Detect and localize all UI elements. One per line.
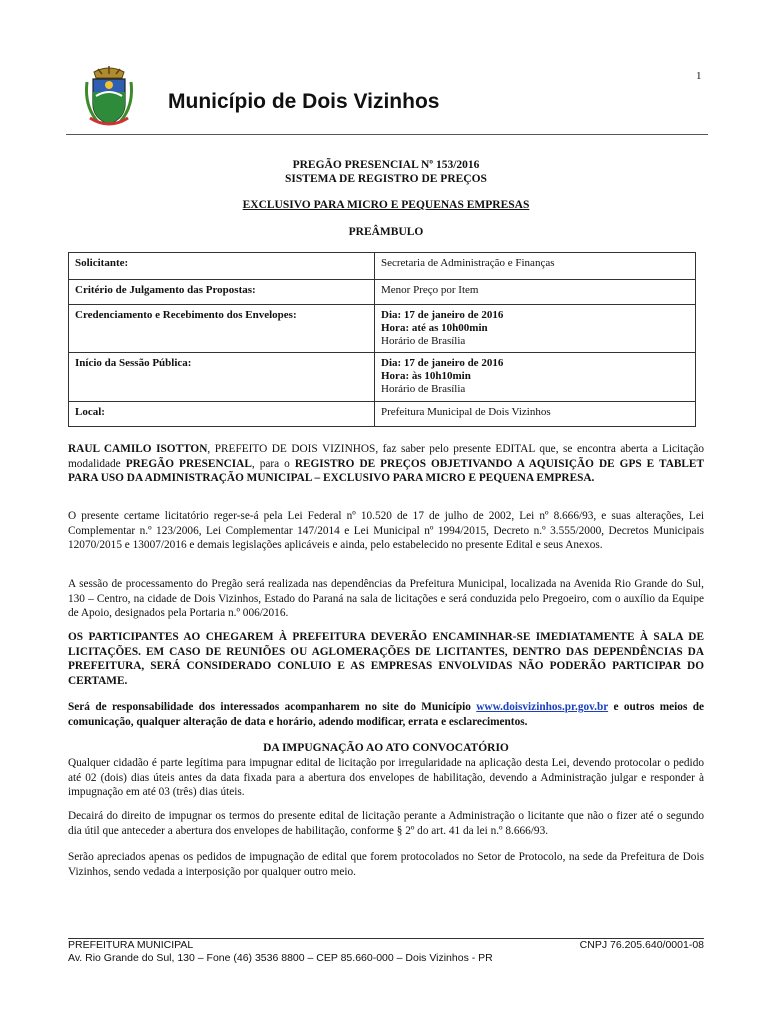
value-line: Horário de Brasília (381, 383, 466, 395)
protocolo-text: Serão apreciados apenas os pedidos de impugnação de edital que forem protocolados no Setor de Protocolo, na sede da Prefeitura de Dois Vizinhos, sendo vedada a interposição por qualquer outro meio. (68, 851, 704, 878)
opening-text (68, 442, 704, 486)
document-title (68, 158, 704, 186)
modality: PREGÃO PRESENCIAL (125, 457, 252, 470)
impugnacao-heading: DA IMPUGNAÇÃO AO ATO CONVOCATÓRIO (263, 742, 509, 754)
opening-text-2: , para o (251, 457, 295, 470)
value-line: Horário de Brasília (381, 335, 466, 347)
exclusive-heading: EXCLUSIVO PARA MICRO E PEQUENAS EMPRESAS (242, 199, 530, 211)
page-number: 1 (696, 70, 702, 82)
value-line: Hora: às 10h10min (381, 370, 471, 382)
table-key: Critério de Julgamento das Propostas: (69, 280, 375, 305)
paragraph-impugnacao (68, 756, 704, 800)
website-text-2: e outros meios de comunicação, qualquer alteração de data e horário, adendo modificar, errata e esclarecimentos. (68, 701, 705, 728)
opening-text-1: , PREFEITO DE DOIS VIZINHOS, faz saber pelo presente EDITAL que, se encontra aberta a Licitação modalidade (68, 443, 704, 470)
table-value (375, 280, 696, 305)
table-value (375, 353, 696, 402)
mayor-name: RAUL CAMILO ISOTTON (68, 443, 208, 455)
table-row (69, 253, 696, 280)
paragraph-protocolo (68, 850, 704, 879)
paragraph-opening (68, 442, 704, 486)
table-value (375, 253, 696, 280)
paragraph-decadencia (68, 809, 704, 838)
website-text (68, 700, 704, 729)
title-line-1: PREGÃO PRESENCIAL Nº 153/2016 (292, 159, 480, 171)
table-row (69, 305, 696, 353)
website-text-1: Será de responsabilidade dos interessados acompanharem no site do Município (68, 701, 477, 713)
municipal-coat-of-arms-icon (84, 66, 134, 128)
page-footer (68, 938, 704, 965)
value-line: Dia: 17 de janeiro de 2016 (381, 309, 504, 321)
decadencia-text: Decairá do direito de impugnar os termos do presente edital de licitação perante a Administração o licitante que não o fizer até o segundo dia útil que anteceder a abertura dos envelopes de habilitação, conforme § 2º do art. 41 da lei n.º 8.666/93. (68, 810, 704, 837)
table-key: Início da Sessão Pública: (69, 353, 375, 402)
legislation-text: O presente certame licitatório reger-se-á pela Lei Federal nº 10.520 de 17 de julho de 2002, Lei nº 8.666/93, e suas alterações, Lei Complementar n.º 123/2006, Lei Complementar 147/2014 e Lei Municipal nº 1994/2015, Decreto n.º 3.555/2000, Decretos Municipais 12070/2015 e 13007/2016 e demais legislações aplicáveis e ainda, pelo estabelecido no presente Edital e seus Anexos. (68, 510, 704, 551)
value-line: Dia: 17 de janeiro de 2016 (381, 357, 504, 369)
object-text: REGISTRO DE PREÇOS OBJETIVANDO A AQUISIÇÃO DE GPS E TABLET PARA USO DA ADMINISTRAÇÃO MUNICIPAL – EXCLUSIVO PARA MICRO E PEQUENA EMPRESA. (68, 457, 704, 484)
value-line: Menor Preço por Item (381, 284, 479, 296)
table-key: Solicitante: (69, 253, 375, 280)
table-key: Local: (69, 402, 375, 427)
table-row (69, 280, 696, 305)
paragraph-warning (68, 630, 704, 688)
header-divider (66, 134, 708, 135)
paragraph-session (68, 577, 704, 621)
table-key: Credenciamento e Recebimento dos Envelopes: (69, 305, 375, 353)
footer-cnpj: CNPJ 76.205.640/0001-08 (579, 939, 704, 951)
municipality-title: Município de Dois Vizinhos (168, 90, 440, 113)
title-line-2: SISTEMA DE REGISTRO DE PREÇOS (285, 173, 487, 185)
table-value (375, 402, 696, 427)
value-line: Hora: até as 10h00min (381, 322, 488, 334)
municipality-website-link[interactable]: www.doisvizinhos.pr.gov.br (476, 701, 609, 713)
table-value (375, 305, 696, 353)
warning-text: OS PARTICIPANTES AO CHEGAREM À PREFEITURA DEVERÃO ENCAMINHAR-SE IMEDIATAMENTE À SALA DE LICITAÇÕES. EM CASO DE REUNIÕES OU AGLOMERAÇÕES DE LICITANTES, DENTRO DAS DEPENDÊNCIAS DA PREFEITURA, SERÁ CONSIDERADO CONLUIO E AS EMPRESAS ENVOLVIDAS NÃO PODERÃO PARTICIPAR DO CERTAME. (68, 631, 704, 687)
paragraph-legislation (68, 509, 704, 553)
preambulo-table (68, 252, 696, 427)
table-row (69, 402, 696, 427)
impugnacao-text: Qualquer cidadão é parte legítima para impugnar edital de licitação por irregularidade na aplicação desta Lei, devendo protocolar o pedido até 02 (dois) dias úteis antes da data fixada para a abertura dos envelopes de habilitação, devendo a Administração julgar e responder à impugnação em até 03 (três) dias úteis. (68, 757, 704, 798)
table-row (69, 353, 696, 402)
letterhead (68, 66, 708, 134)
paragraph-website (68, 700, 704, 729)
value-line: Prefeitura Municipal de Dois Vizinhos (381, 406, 551, 418)
session-text: A sessão de processamento do Pregão será realizada nas dependências da Prefeitura Municipal, localizada na Avenida Rio Grande do Sul, 130 – Centro, na cidade de Dois Vizinhos, Estado do Paraná na sala de licitações e será conduzida pelo Pregoeiro, com o auxílio da Equipe de Apoio, designados pela Portaria n.º 006/2016. (68, 578, 704, 619)
footer-org: PREFEITURA MUNICIPAL (68, 939, 194, 951)
value-line: Secretaria de Administração e Finanças (381, 257, 555, 269)
footer-address: Av. Rio Grande do Sul, 130 – Fone (46) 3536 8800 – CEP 85.660-000 – Dois Vizinhos - PR (68, 952, 493, 964)
preambulo-heading: PREÂMBULO (348, 226, 424, 238)
